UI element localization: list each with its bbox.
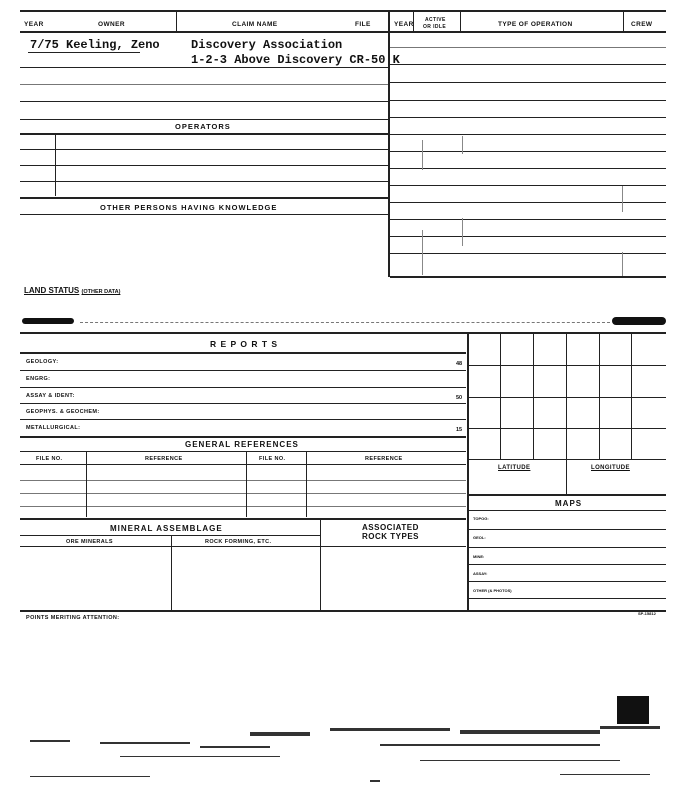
op-stub: [462, 136, 463, 154]
op-row-line: [390, 219, 666, 220]
op-row-line: [390, 151, 666, 152]
report-line: [20, 403, 466, 404]
col-crew: CREW: [631, 21, 653, 28]
reports-heading: R E P O R T S: [210, 339, 279, 349]
main-vertical-divider: [388, 12, 390, 277]
land-status-heading: [24, 286, 120, 295]
land-status-label: LAND STATUS: [24, 286, 80, 295]
entry-year-owner: 7/75 Keeling, Zeno: [30, 38, 160, 52]
header-underline: [20, 31, 666, 33]
grid-h: [468, 397, 666, 398]
latitude-label: LATITUDE: [498, 465, 531, 471]
grid-h: [468, 365, 666, 366]
maps-row-line: [468, 581, 666, 582]
owner-row-line: [20, 101, 388, 102]
op-row-line: [390, 253, 666, 254]
col-active: ACTIVE: [425, 17, 446, 23]
ref-col-file-no: FILE NO.: [36, 456, 63, 462]
owner-row-line: [20, 67, 388, 68]
operators-col-divider: [55, 134, 56, 196]
report-metallurgical-num: 15: [456, 427, 463, 433]
report-geophys: GEOPHYS. & GEOCHEM:: [26, 409, 100, 415]
maps-heading: MAPS: [555, 499, 583, 508]
entry-claim-line1: Discovery Association: [191, 38, 343, 52]
report-geology: GEOLOGY:: [26, 359, 59, 365]
other-persons-heading: OTHER PERSONS HAVING KNOWLEDGE: [100, 203, 278, 212]
maps-assay: ASSAY:: [473, 571, 488, 576]
ref-col-file-no2: FILE NO.: [259, 456, 286, 462]
maps-mine: MINE:: [473, 554, 485, 559]
ref-col-reference2: REFERENCE: [365, 456, 403, 462]
entry-claim-line2: 1-2-3 Above Discovery CR-50 K: [191, 53, 400, 67]
redaction-mark-left: [22, 318, 74, 324]
form-number: SP-15812: [638, 611, 656, 616]
op-row-line: [390, 185, 666, 186]
grid-h: [468, 459, 666, 460]
references-bottom-line: [20, 518, 466, 520]
maps-row-line: [468, 598, 666, 599]
ore-minerals-heading: ORE MINERALS: [66, 539, 113, 545]
report-line: [20, 419, 466, 420]
longitude-label: LONGITUDE: [591, 465, 630, 471]
op-stub: [422, 140, 423, 170]
other-persons-line: [20, 214, 388, 215]
op-stub: [622, 252, 623, 276]
land-status-sub: (OTHER DATA): [81, 289, 121, 295]
maps-other: OTHER (& PHOTOS): [473, 588, 512, 593]
operators-row-line: [20, 149, 388, 150]
op-row-line: [390, 202, 666, 203]
ref-col-divider: [306, 451, 307, 517]
associated-divider: [320, 518, 321, 610]
col-file: FILE: [355, 21, 371, 28]
ref-col-divider: [86, 451, 87, 517]
ref-col-reference: REFERENCE: [145, 456, 183, 462]
associated-line2: ROCK TYPES: [362, 532, 420, 541]
report-assay-num: 50: [456, 395, 463, 401]
operators-line: [20, 133, 388, 135]
report-line: [20, 387, 466, 388]
maps-row-line: [468, 529, 666, 530]
op-row-line: [390, 82, 666, 83]
op-row-line: [390, 47, 666, 48]
form-bottom-line: [20, 610, 666, 612]
col-owner: OWNER: [98, 21, 125, 28]
redaction-mark-right: [612, 317, 666, 325]
owner-row-line: [20, 84, 388, 85]
top-border: [20, 10, 666, 12]
associated-line1: ASSOCIATED: [362, 523, 419, 532]
entry-underline: [28, 52, 140, 53]
operators-row-line: [20, 165, 388, 166]
op-stub: [422, 230, 423, 275]
col-type-operation: TYPE OF OPERATION: [498, 21, 573, 28]
reports-right-divider: [467, 332, 469, 610]
op-stub: [622, 186, 623, 212]
ref-col-divider: [246, 451, 247, 517]
other-persons-top-line: [20, 197, 388, 199]
op-bottom-line: [390, 276, 666, 278]
op-stub: [462, 218, 463, 246]
mineral-sub-line: [20, 546, 466, 547]
col-year: YEAR: [24, 21, 44, 28]
op-row-line: [390, 117, 666, 118]
col-claim-name: CLAIM NAME: [232, 21, 278, 28]
grid-h: [468, 428, 666, 429]
owner-row-line: [20, 119, 388, 120]
maps-topog: TOPOG:: [473, 516, 489, 521]
scan-noise: [0, 680, 678, 800]
maps-line: [468, 510, 666, 511]
mineral-col-divider: [171, 535, 172, 610]
operators-heading: OPERATORS: [175, 122, 231, 131]
points-meriting-attention: POINTS MERITING ATTENTION:: [26, 615, 120, 621]
col-year2: YEAR: [394, 21, 414, 28]
hdr-divider-active: [460, 12, 461, 31]
op-row-line: [390, 100, 666, 101]
op-row-line: [390, 168, 666, 169]
reports-top-line: [20, 332, 666, 334]
op-row-line: [390, 64, 666, 65]
reports-sub-line: [20, 352, 466, 354]
rock-forming-heading: ROCK FORMING, ETC.: [205, 539, 272, 545]
hdr-divider-owner: [176, 12, 177, 31]
grid-v: [566, 334, 567, 494]
maps-geol: GEOL:: [473, 535, 486, 540]
mineral-line: [20, 535, 320, 536]
report-line: [20, 436, 466, 438]
maps-row-line: [468, 547, 666, 548]
general-references-heading: GENERAL REFERENCES: [185, 440, 299, 449]
report-line: [20, 370, 466, 371]
hdr-divider-crew: [623, 12, 624, 31]
operators-row-line: [20, 181, 388, 182]
report-metallurgical: METALLURGICAL:: [26, 425, 81, 431]
hdr-divider-year2: [413, 12, 414, 31]
maps-row-line: [468, 564, 666, 565]
report-assay: ASSAY & IDENT:: [26, 393, 75, 399]
maps-top-line: [468, 494, 666, 496]
report-engrg: ENGRG:: [26, 376, 51, 382]
op-row-line: [390, 236, 666, 237]
col-or-idle: OR IDLE: [423, 24, 447, 30]
report-geology-num: 48: [456, 361, 463, 367]
land-status-line: [80, 322, 610, 323]
mineral-assemblage-heading: MINERAL ASSEMBLAGE: [110, 524, 223, 533]
op-row-line: [390, 134, 666, 135]
